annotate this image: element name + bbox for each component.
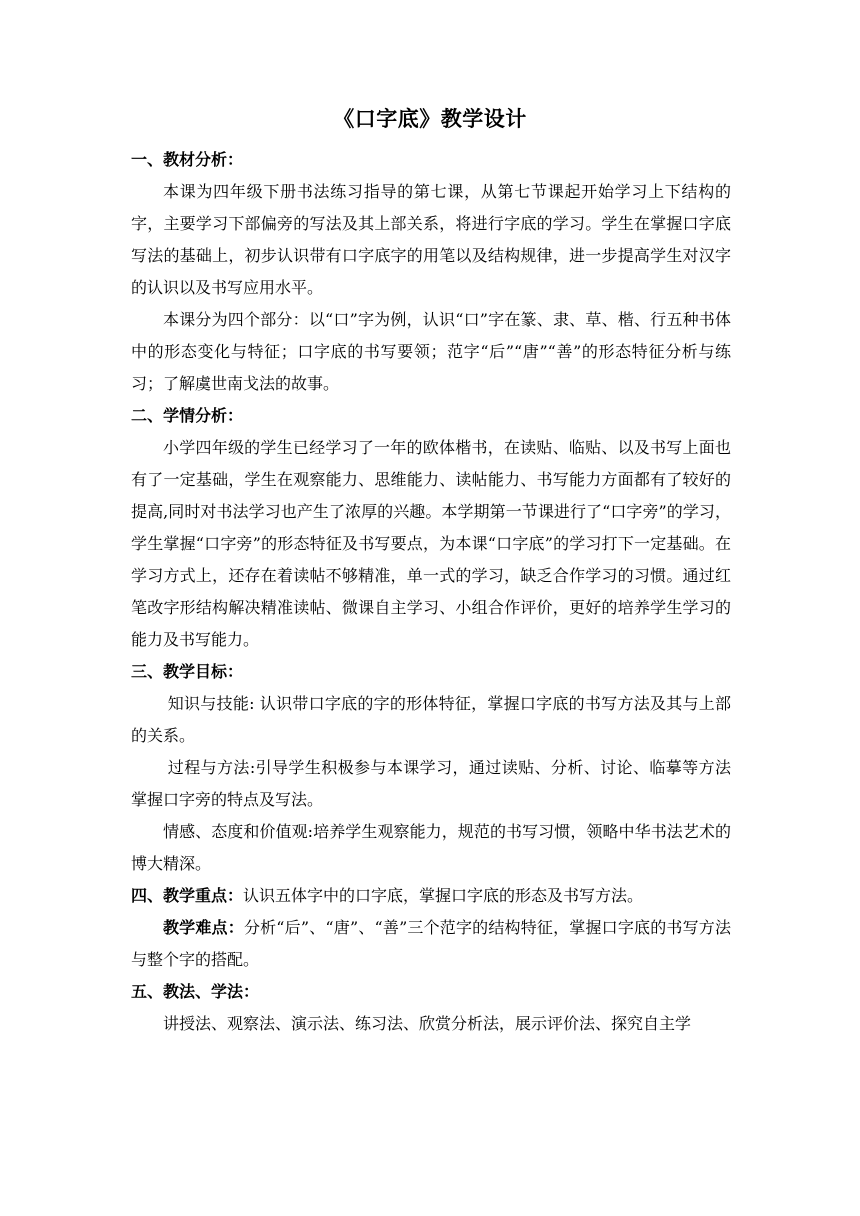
section-heading-teaching-goals: 三、教学目标：: [131, 662, 244, 681]
section-heading-teaching-focus: 四、教学重点：: [131, 886, 244, 905]
paragraph-student-analysis: 小学四年级的学生已经学习了一年的欧体楷书，在读贴、临贴、以及书写上面也有了一定基础，学生在观察能力、思维能力、读帖能力、书写能力方面都有了较好的提高,同时对书法学习也产生了浓厚的兴趣。本学期第一节课进行了“口字旁”的学习，学生掌握“口字旁”的形态特征及书写要点，为本课“口字底”的学习打下一定基础。在学习方式上，还存在着读帖不够精准，单一式的学习，缺乏合作学习的习惯。通过红笔改字形结构解决精准读帖、微课自主学习、小组合作评价，更好的培养学生学习的能力及书写能力。: [131, 438, 731, 649]
teaching-difficulty-text: 分析“后”、“唐”、“善”三个范字的结构特征，掌握口字底的书写方法与整个字的搭配。: [131, 918, 731, 969]
teaching-focus-text: 认识五体字中的口字底，掌握口字底的形态及书写方法。: [243, 886, 644, 905]
section-heading-methods: 五、教法、学法：: [131, 982, 260, 1001]
paragraph-teaching-difficulty: [131, 912, 731, 976]
section-heading-textbook-analysis: 一、教材分析：: [131, 150, 244, 169]
document-body: [131, 144, 731, 1040]
paragraph-textbook-analysis-2: 本课分为四个部分：以“口”字为例，认识“口”字在篆、隶、草、楷、行五种书体中的形态变化与特征；口字底的书写要领；范字“后”“唐”“善”的形态特征分析与练习；了解虞世南戈法的故事。: [131, 310, 731, 393]
paragraph-goal-process: 过程与方法:引导学生积极参与本课学习，通过读贴、分析、讨论、临摹等方法掌握口字旁的特点及写法。: [131, 758, 731, 809]
paragraph-teaching-focus: [131, 880, 731, 912]
document-title: 《口字底》教学设计: [333, 106, 527, 131]
section-heading-student-analysis: 二、学情分析：: [131, 406, 244, 425]
paragraph-goal-emotion: 情感、态度和价值观:培养学生观察能力，规范的书写习惯，领略中华书法艺术的博大精深。: [131, 822, 731, 873]
paragraph-goal-knowledge: 知识与技能: 认识带口字底的字的形体特征，掌握口字底的书写方法及其与上部的关系。: [131, 694, 731, 745]
paragraph-textbook-analysis-1: 本课为四年级下册书法练习指导的第七课，从第七节课起开始学习上下结构的字，主要学习下部偏旁的写法及其上部关系，将进行字底的学习。学生在掌握口字底写法的基础上，初步认识带有口字底字的用笔以及结构规律，进一步提高学生对汉字的认识以及书写应用水平。: [131, 182, 731, 297]
teaching-difficulty-label: 教学难点：: [163, 918, 244, 937]
paragraph-methods: 讲授法、观察法、演示法、练习法、欣赏分析法，展示评价法、探究自主学: [163, 1014, 692, 1033]
